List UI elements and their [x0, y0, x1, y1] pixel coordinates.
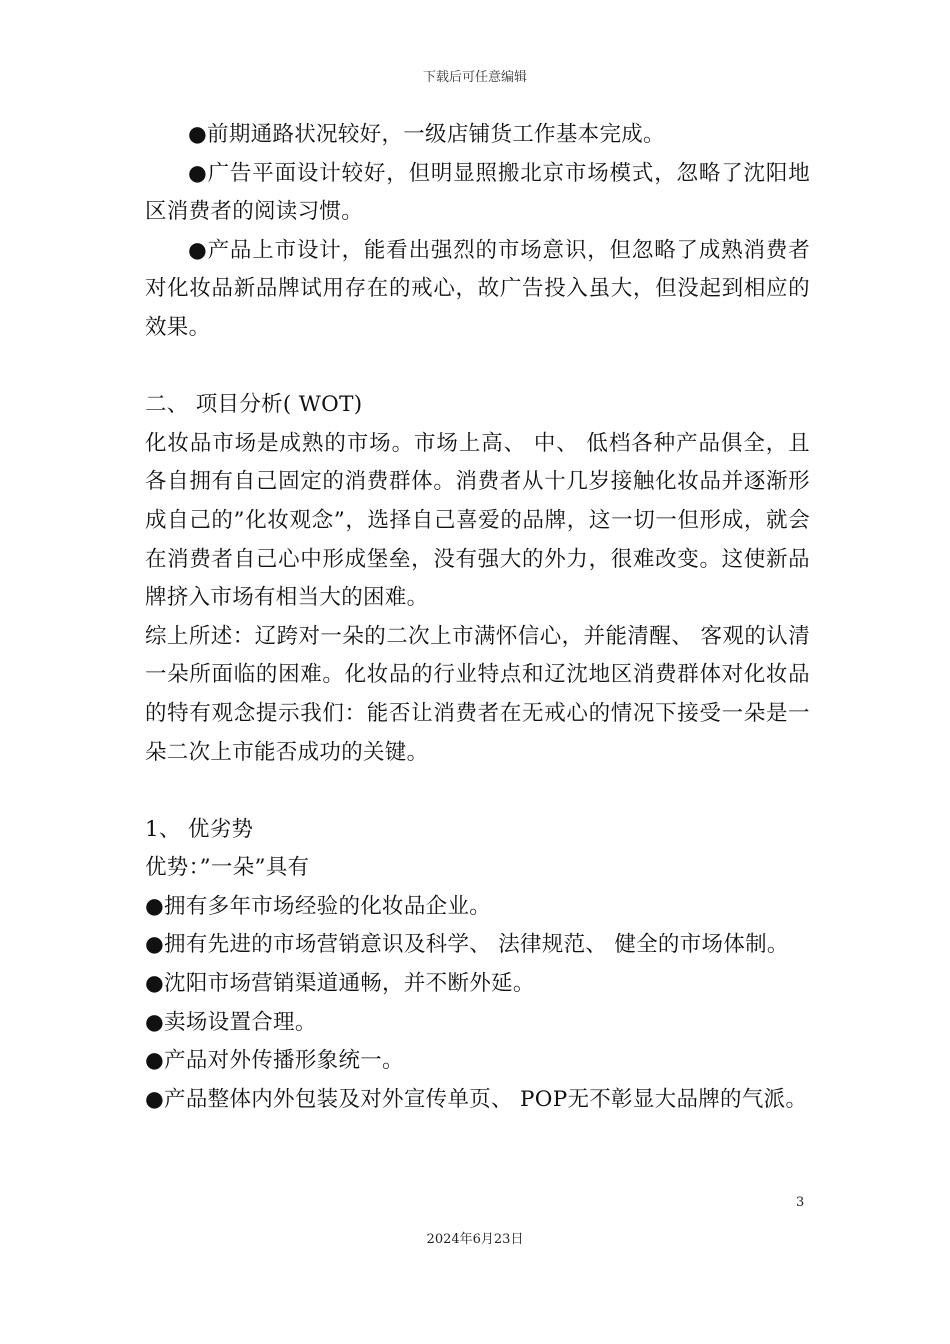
advantage-item: ●沈阳市场营销渠道通畅，并不断外延。 — [145, 971, 535, 997]
advantage-item: ●卖场设置合理。 — [145, 1009, 317, 1035]
bullet-item: ●前期通路状况较好，一级店铺货工作基本完成。 — [188, 122, 665, 147]
paragraph-gap — [145, 772, 810, 811]
advantage-item: ●拥有多年市场经验的化妆品企业。 — [145, 893, 492, 919]
document-body — [145, 116, 810, 1119]
section-heading: 二、 项目分析( WOT) — [145, 392, 363, 418]
subsection-heading: 1、 优劣势 — [145, 816, 254, 842]
advantage-item: ●产品整体内外包装及对外宣传单页、 POP无不彰显大品牌的气派。 — [145, 1086, 808, 1112]
advantage-item: ●拥有先进的市场营销意识及科学、 法律规范、 健全的市场体制。 — [145, 932, 789, 958]
bullet-item: ●广告平面设计较好，但明显照搬北京市场模式，忽略了沈阳地区消费者的阅读习惯。 — [145, 160, 810, 225]
advantage-intro: 优势：”一朵”具有 — [145, 855, 310, 881]
page-number: 3 — [796, 1195, 805, 1210]
advantage-item: ●产品对外传播形象统一。 — [145, 1048, 404, 1074]
footer-date: 2024年6月23日 — [426, 1232, 524, 1247]
page-header: 下载后可任意编辑 — [422, 70, 527, 85]
bullet-item: ●产品上市设计，能看出强烈的市场意识，但忽略了成熟消费者对化妆品新品牌试用存在的戒心，故广告投入虽大，但没起到相应的效果。 — [145, 237, 810, 340]
paragraph-gap — [145, 348, 810, 387]
paragraph: 综上所述：辽跨对一朵的二次上市满怀信心，并能清醒、 客观的认清一朵所面临的困难。化妆品的行业特点和辽沈地区消费群体对化妆品的特有观念提示我们：能否让消费者在无戒心的情况下接受一朵是一朵二次上市能否成功的关键。 — [145, 623, 810, 765]
paragraph: 化妆品市场是成熟的市场。市场上高、 中、 低档各种产品俱全，且各自拥有自己固定的消费群体。消费者从十几岁接触化妆品并逐渐形成自己的”化妆观念”，选择自己喜爱的品牌，这一切一但形成，就会在消费者自己心中形成堡垒，没有强大的外力，很难改变。这使新品牌挤入市场有相当大的困难。 — [145, 430, 810, 611]
